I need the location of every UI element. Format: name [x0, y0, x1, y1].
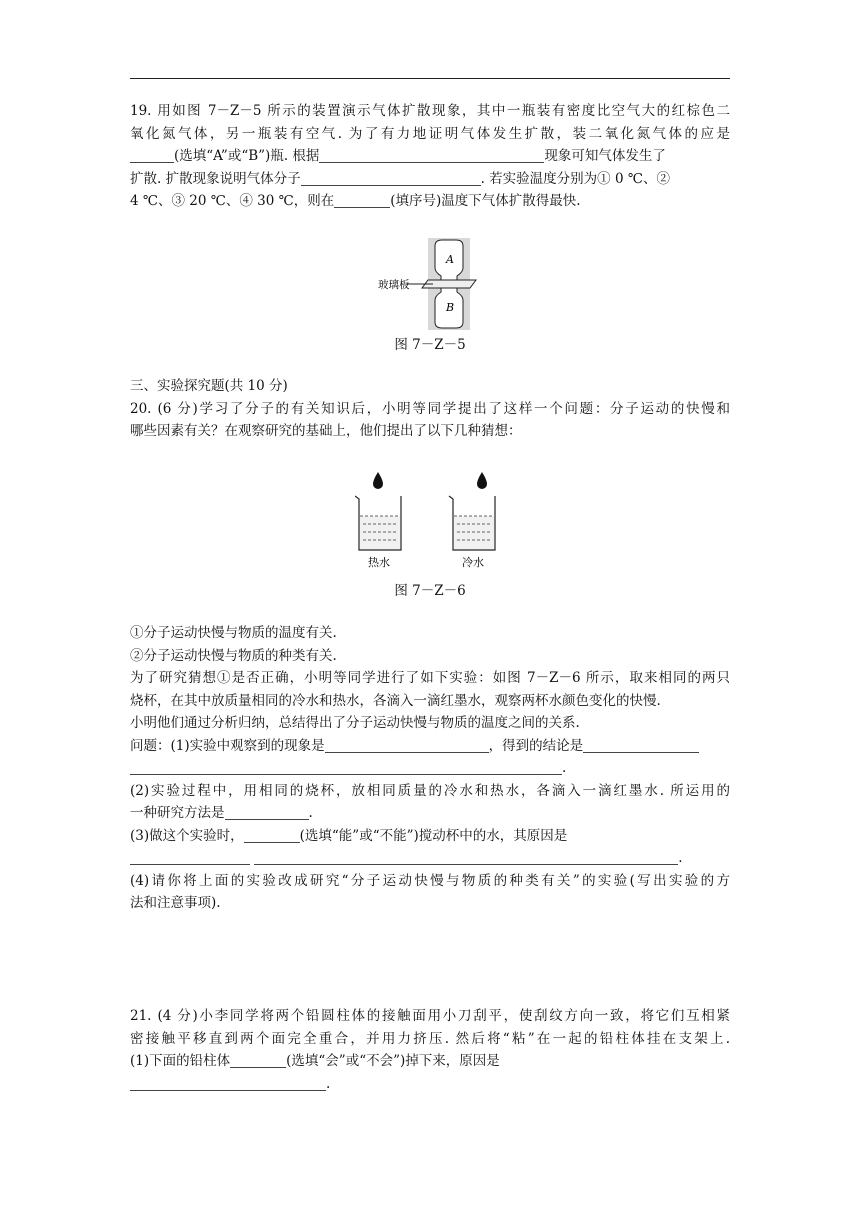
- answer-blank[interactable]: [319, 147, 544, 163]
- section-title: 三、实验探究题(共 10 分): [130, 378, 288, 394]
- ink-drop-icon: [477, 472, 487, 489]
- answer-blank[interactable]: [130, 1075, 326, 1091]
- hot-water-label: 热水: [368, 556, 390, 569]
- answer-blank[interactable]: [130, 147, 174, 163]
- hypothesis-1: ①分子运动快慢与物质的温度有关.: [130, 625, 337, 641]
- q19-line-3: (选填“A”或“B”)瓶. 根据 现象可知气体发生了: [130, 145, 730, 168]
- q20-sub-2-line-2: 一种研究方法是 .: [130, 805, 313, 821]
- ink-drop-icon: [373, 472, 383, 489]
- q20-para-line-3: 小明他们通过分析归纳，总结得出了分子运动快慢与物质的温度之间的关系.: [130, 715, 580, 731]
- answer-blank[interactable]: [230, 1052, 286, 1068]
- beakers-figure: [355, 472, 505, 572]
- figure-caption-7-z-6: 图 7－Z－6: [394, 583, 466, 599]
- section-3: [130, 375, 730, 443]
- answer-blank[interactable]: [301, 170, 481, 186]
- q20-body: [130, 622, 730, 915]
- q19-line-1: 19. 用如图 7－Z－5 所示的装置演示气体扩散现象，其中一瓶装有密度比空气大的红棕色二: [130, 103, 730, 119]
- hot-water: [360, 516, 400, 549]
- q20-sub-3: (3)做这个实验时， (选填“能”或“不能”)搅动杯中的水，其原因是: [130, 827, 568, 844]
- q21-line-3: (1)下面的铅柱体 (选填“会”或“不会”)掉下来，原因是: [130, 1053, 500, 1069]
- cold-water: [454, 516, 494, 549]
- answer-blank[interactable]: [244, 827, 300, 843]
- answer-blank[interactable]: [254, 849, 678, 865]
- q20-line-2: 哪些因素有关？在观察研究的基础上，他们提出了以下几种猜想：: [130, 423, 522, 439]
- q20-sub-2-line-1: (2)实验过程中，用相同的烧杯，放相同质量的冷水和热水，各滴入一滴红墨水. 所运用的: [130, 782, 730, 799]
- q20-sub-1: 问题：(1)实验中观察到的现象是 ，得到的结论是: [130, 735, 730, 758]
- gas-diffusion-figure: [378, 238, 488, 330]
- cold-water-label: 冷水: [462, 556, 484, 569]
- answer-blank[interactable]: [334, 192, 390, 208]
- header-rule: [130, 78, 730, 79]
- q20-para-line-2: 烧杯，在其中放质量相同的冷水和热水，各滴入一滴红墨水，观察两杯水颜色变化的快慢.: [130, 692, 661, 709]
- q20-line-1: 20. (6 分)学习了分子的有关知识后，小明等同学提出了这样一个问题：分子运动的快慢和: [130, 400, 730, 417]
- q21-line-1: 21. (4 分)小李同学将两个铅圆柱体的接触面用小刀刮平，使刮纹方向一致，将它们互相紧: [130, 1008, 730, 1024]
- answer-blank[interactable]: [130, 849, 250, 865]
- q20-para-line-1: 为了研究猜想①是否正确，小明等同学进行了如下实验：如图 7－Z－6 所示，取来相同的两只: [130, 670, 730, 686]
- bottle-a-label: A: [446, 253, 454, 266]
- q19-line-4: 扩散. 扩散现象说明气体分子 . 若实验温度分别为① 0 ℃、②: [130, 170, 670, 187]
- question-19: [130, 100, 730, 213]
- q19-line-5: 4 ℃、③ 20 ℃、④ 30 ℃，则在 (填序号)温度下气体扩散得最快.: [130, 193, 581, 209]
- glass-plate-label: 玻璃板: [378, 279, 410, 291]
- q20-sub-4-line-2: 法和注意事项).: [130, 895, 221, 911]
- answer-blank[interactable]: [325, 737, 489, 753]
- q20-sub-1-cont: .: [130, 757, 730, 780]
- bottle-b-label: B: [446, 301, 455, 314]
- q19-line-2: 氧化氮气体，另一瓶装有空气. 为了有力地证明气体发生扩散，装二氧化氮气体的应是: [130, 125, 730, 142]
- figure-caption-7-z-5: 图 7－Z－5: [394, 337, 466, 353]
- answer-blank[interactable]: [583, 737, 699, 753]
- q20-sub-3-cont: .: [130, 847, 730, 870]
- answer-blank[interactable]: [130, 759, 562, 775]
- question-21: [130, 1005, 730, 1095]
- q21-line-2: 密接触平移直到两个面完全重合，并用力挤压. 然后将“粘”在一起的铅柱体挂在支架上.: [130, 1030, 730, 1047]
- hypothesis-2: ②分子运动快慢与物质的种类有关.: [130, 647, 337, 664]
- answer-blank[interactable]: [225, 804, 309, 820]
- q21-line-4: .: [130, 1073, 730, 1096]
- q20-sub-4-line-1: (4)请你将上面的实验改成研究“分子运动快慢与物质的种类有关”的实验(写出实验的方: [130, 872, 730, 889]
